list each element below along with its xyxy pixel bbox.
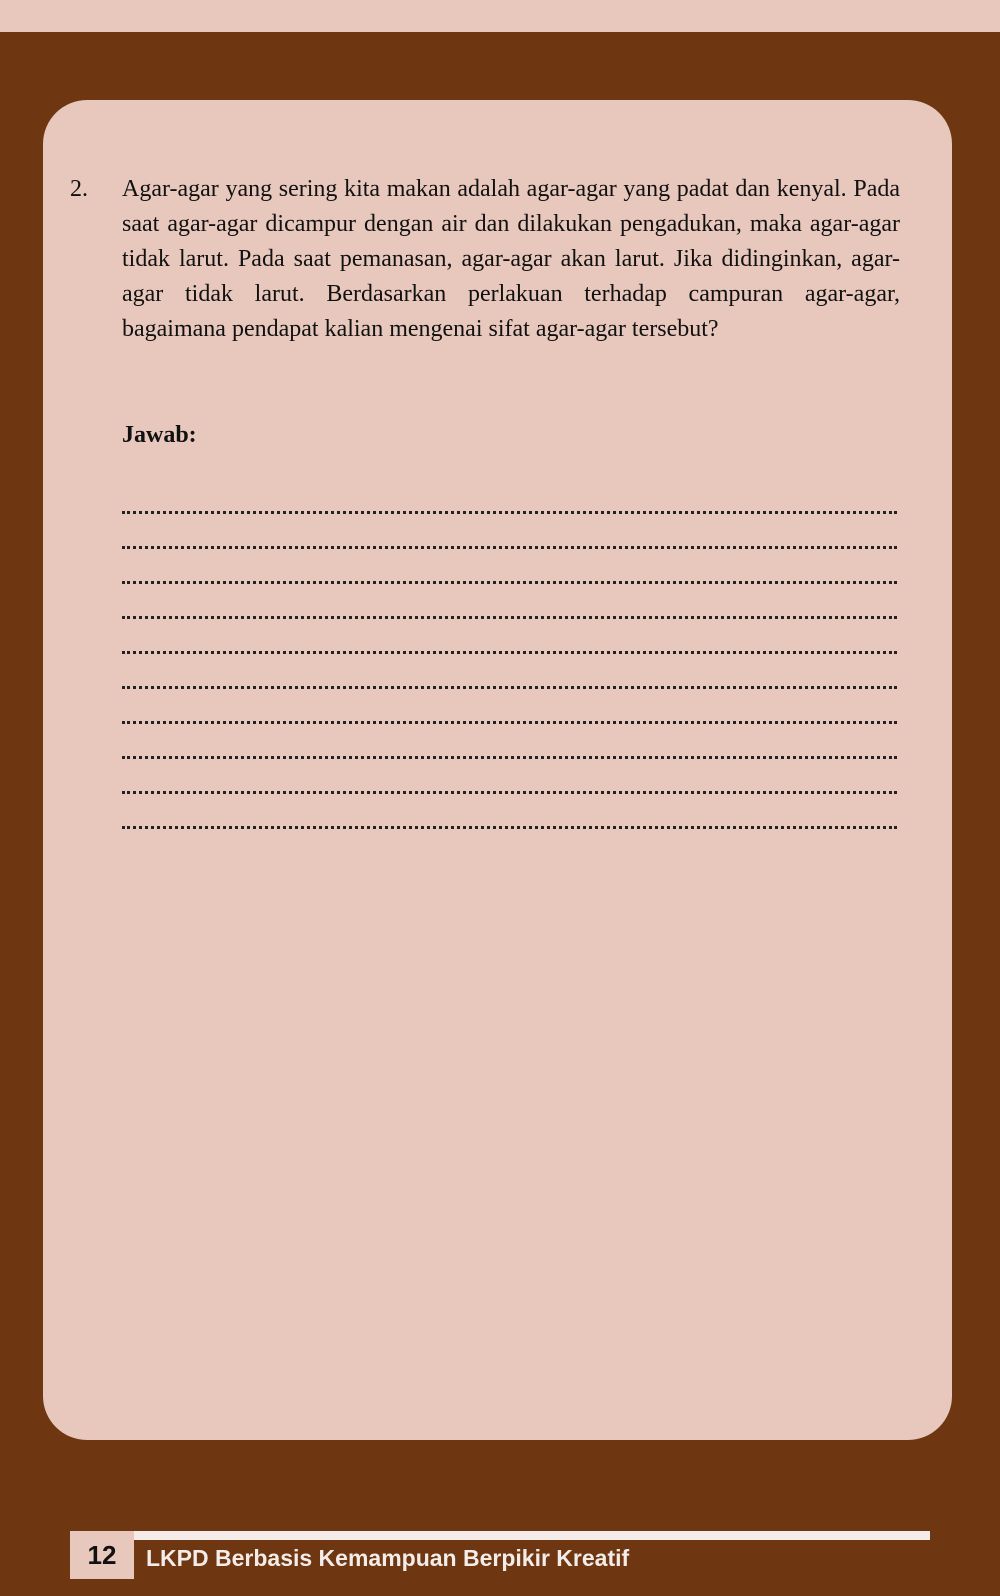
footer-bar bbox=[134, 1531, 930, 1540]
top-band bbox=[0, 0, 1000, 32]
question-text: Agar-agar yang sering kita makan adalah agar-agar yang padat dan kenyal. Pada saat agar-agar dicampur dengan air dan dilakukan pengadukan, maka agar-agar tidak larut. Pada saat pemanasan, agar-agar akan larut. Jika didinginkan, agar-agar tidak larut. Berdasarkan perlakuan terhadap campuran agar-agar, bagaimana pendapat kalian mengenai sifat agar-agar tersebut? bbox=[122, 176, 900, 342]
answer-line[interactable] bbox=[122, 619, 897, 654]
answer-line[interactable] bbox=[122, 689, 897, 724]
answer-line[interactable] bbox=[122, 724, 897, 759]
answer-line[interactable] bbox=[122, 654, 897, 689]
answer-line[interactable] bbox=[122, 759, 897, 794]
footer-title: LKPD Berbasis Kemampuan Berpikir Kreatif bbox=[146, 1545, 630, 1571]
answer-lines[interactable] bbox=[122, 498, 897, 829]
answer-line[interactable] bbox=[122, 498, 897, 514]
answer-line[interactable] bbox=[122, 794, 897, 829]
answer-line[interactable] bbox=[122, 514, 897, 549]
answer-label: Jawab: bbox=[122, 422, 197, 448]
question-number: 2. bbox=[70, 176, 88, 202]
answer-line[interactable] bbox=[122, 549, 897, 584]
answer-line[interactable] bbox=[122, 584, 897, 619]
page-number: 12 bbox=[70, 1531, 134, 1579]
